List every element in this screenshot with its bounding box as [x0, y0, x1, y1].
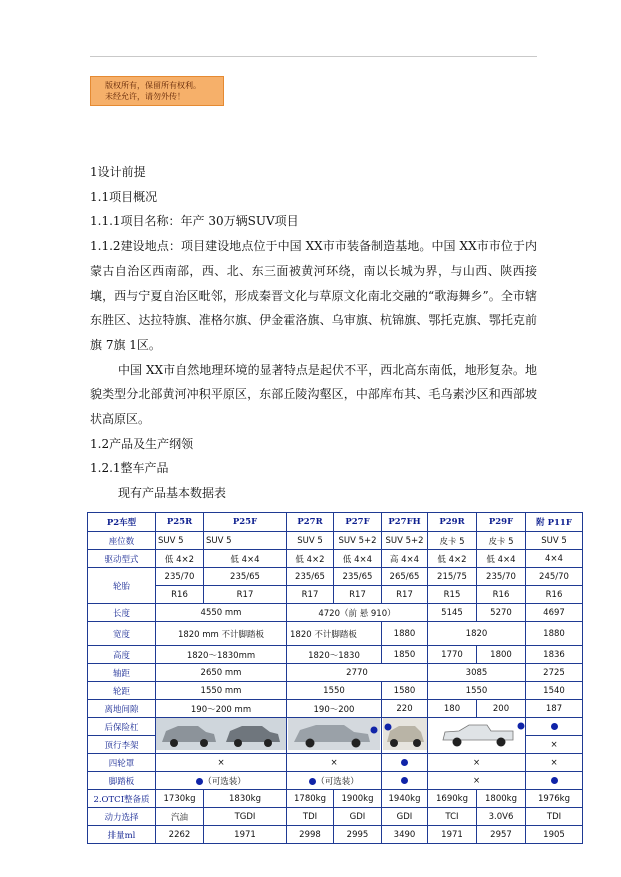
table-cell: 180 [428, 700, 477, 718]
suv-photo [288, 718, 380, 750]
header-cell: P29F [477, 513, 526, 532]
table-cell: 1900kg [334, 790, 382, 808]
vehicle-photo-cell [382, 718, 428, 754]
table-cell: 1850 [382, 646, 428, 664]
row-label: 动力选择 [88, 808, 156, 826]
table-cell: 皮卡 5 [477, 532, 526, 550]
table-cell: 1836 [526, 646, 583, 664]
table-cell: 1971 [428, 826, 477, 844]
table-cell: 1940kg [382, 790, 428, 808]
row-label: 离地间隙 [88, 700, 156, 718]
table-cell: 1971 [204, 826, 287, 844]
copyright-notice-stamp [90, 76, 224, 106]
table-cell: 2998 [287, 826, 334, 844]
table-cell [526, 772, 583, 790]
standard-dot-icon [401, 759, 408, 766]
table-cell: 1690kg [428, 790, 477, 808]
notice-line-2: 未经允许，请勿外传！ [105, 92, 185, 101]
table-cell: 265/65 [382, 568, 428, 586]
table-cell: SUV 5 [526, 532, 583, 550]
step-row [88, 772, 583, 790]
table-cell: 1976kg [526, 790, 583, 808]
header-cell: P27F [334, 513, 382, 532]
header-cell: P25F [204, 513, 287, 532]
table-cell: GDI [382, 808, 428, 826]
table-cell: 1770 [428, 646, 477, 664]
table-cell: R17 [287, 586, 334, 604]
table-caption: 现有产品基本数据表 [118, 486, 227, 501]
rear-bar-dot-cell [526, 718, 583, 736]
header-rule [90, 56, 537, 57]
table-cell: R16 [477, 586, 526, 604]
table-cell: 1830kg [204, 790, 287, 808]
table-cell: 低 4×2 [156, 550, 204, 568]
vehicle-photo-cell [156, 718, 287, 754]
standard-dot-icon [551, 723, 558, 730]
rim-row [88, 586, 583, 604]
table-cell: × [526, 754, 583, 772]
section-heading-1: 1设计前提 [90, 165, 146, 179]
table-cell: 235/65 [204, 568, 287, 586]
row-label: 顶行李架 [88, 736, 156, 754]
row-label: 座位数 [88, 532, 156, 550]
standard-dot-icon [401, 777, 408, 784]
header-cell: P27R [287, 513, 334, 532]
table-cell: 低 4×2 [287, 550, 334, 568]
table-cell: 低 4×4 [204, 550, 287, 568]
table-cell: 1730kg [156, 790, 204, 808]
table-cell: 1905 [526, 826, 583, 844]
table-cell: 汽油 [156, 808, 204, 826]
table-cell: 187 [526, 700, 583, 718]
table-cell: 皮卡 5 [428, 532, 477, 550]
table-cell: SUV 5 [156, 532, 204, 550]
table-cell: 1820 [428, 622, 526, 646]
row-label: 长度 [88, 604, 156, 622]
row-label: 高度 [88, 646, 156, 664]
table-cell: R17 [204, 586, 287, 604]
row-label: 驱动型式 [88, 550, 156, 568]
table-cell: SUV 5+2 [382, 532, 428, 550]
row-label: 四轮罩 [88, 754, 156, 772]
table-cell: 220 [382, 700, 428, 718]
section-heading-1-1: 1.1项目概况 [90, 189, 158, 204]
table-cell: 4×4 [526, 550, 583, 568]
table-cell: R17 [382, 586, 428, 604]
table-cell [382, 754, 428, 772]
vehicle-photo-cell [287, 718, 382, 754]
product-spec-table [87, 512, 583, 844]
table-cell: × [156, 754, 287, 772]
wheelbase-row [88, 664, 583, 682]
table-cell: 4550 mm [156, 604, 287, 622]
table-cell: 低 4×4 [334, 550, 382, 568]
vehicle-photo-cell [428, 718, 526, 754]
table-cell: 4720（前 悬 910） [287, 604, 428, 622]
table-cell: TCI [428, 808, 477, 826]
table-cell: 1800 [477, 646, 526, 664]
header-cell: P2车型 [88, 513, 156, 532]
table-cell: 1550 [428, 682, 526, 700]
table-cell: 1880 [526, 622, 583, 646]
table-cell: 低 4×2 [428, 550, 477, 568]
document-body [90, 160, 537, 506]
table-cell: 1580 [382, 682, 428, 700]
row-label: 后保险杠 [88, 718, 156, 736]
length-row [88, 604, 583, 622]
table-cell: 235/70 [477, 568, 526, 586]
table-cell: 4697 [526, 604, 583, 622]
table-cell: 1880 [382, 622, 428, 646]
geography-paragraph: 中国 XX市自然地理环境的显著特点是起伏不平，西北高东南低，地形复杂。地貌类型分北部黄河冲积平原区，东部丘陵沟壑区，中部库布其、毛乌素沙区和西部坡状高原区。 [90, 362, 537, 427]
table-cell: 1550 mm [156, 682, 287, 700]
table-cell: SUV 5+2 [334, 532, 382, 550]
weight-row [88, 790, 583, 808]
table-cell: 5270 [477, 604, 526, 622]
row-label: 轮距 [88, 682, 156, 700]
row-label: 宽度 [88, 622, 156, 646]
notice-line-1: 版权所有，保留所有权利。 [105, 81, 201, 90]
suv-front-photo [383, 718, 427, 750]
table-cell: × [428, 754, 526, 772]
row-label: 脚踏板 [88, 772, 156, 790]
header-cell: P27FH [382, 513, 428, 532]
row-label: 2.OTCI整备质 [88, 790, 156, 808]
clearance-row [88, 700, 583, 718]
table-cell: TDI [287, 808, 334, 826]
section-heading-1-2-1: 1.2.1整车产品 [90, 461, 169, 476]
table-cell: 2262 [156, 826, 204, 844]
project-name: 1.1.1项目名称：年产 30万辆SUV项目 [90, 214, 299, 229]
power-row [88, 808, 583, 826]
table-cell: 低 4×4 [477, 550, 526, 568]
table-cell: TGDI [204, 808, 287, 826]
optional-note: （可选装） [316, 776, 359, 787]
table-cell: 190～200 mm [156, 700, 287, 718]
table-cell: 1820 不计脚踏板 [287, 622, 382, 646]
table-cell: 高 4×4 [382, 550, 428, 568]
table-cell: 1800kg [477, 790, 526, 808]
table-cell [382, 772, 428, 790]
track-row [88, 682, 583, 700]
table-cell: 2725 [526, 664, 583, 682]
standard-dot-icon [551, 777, 558, 784]
table-cell: 235/65 [287, 568, 334, 586]
table-cell: 1820 mm 不计脚踏板 [156, 622, 287, 646]
table-cell: 1780kg [287, 790, 334, 808]
table-cell: GDI [334, 808, 382, 826]
table-cell [287, 772, 382, 790]
table-cell: TDI [526, 808, 583, 826]
drive-row [88, 550, 583, 568]
table-cell: 1820～1830 [287, 646, 382, 664]
table-header-row [88, 513, 583, 532]
rear-bar-row [88, 718, 583, 736]
header-cell: P25R [156, 513, 204, 532]
table-cell: 190～200 [287, 700, 382, 718]
table-cell: 245/70 [526, 568, 583, 586]
table-cell: 3490 [382, 826, 428, 844]
table-cell: 235/65 [334, 568, 382, 586]
table-cell: R16 [526, 586, 583, 604]
table-cell: 215/75 [428, 568, 477, 586]
location-paragraph: 1.1.2建设地点：项目建设地点位于中国 XX市市装备制造基地。中国 XX市市位于内蒙古自治区西南部，西、北、东三面被黄河环绕，南以长城为界，与山西、陕西接壤，西与宁夏自治区毗邻，形成秦晋文化与草原文化南北交融的“歌海舞乡”。全市辖东胜区、达拉特旗、准格尔旗、伊金霍洛旗、乌审旗、杭锦旗、鄂托克旗、鄂托克前旗 7旗 1区。 [90, 239, 537, 352]
tire-size-row [88, 568, 583, 586]
table-cell: 2650 mm [156, 664, 287, 682]
pickup-photo [429, 718, 525, 750]
displacement-row [88, 826, 583, 844]
table-cell: 5145 [428, 604, 477, 622]
spare-row [88, 754, 583, 772]
table-cell: × [526, 736, 583, 754]
row-label: 轴距 [88, 664, 156, 682]
table-cell: × [428, 772, 526, 790]
table-cell: 235/70 [156, 568, 204, 586]
table-cell: 3.0V6 [477, 808, 526, 826]
table-cell [156, 772, 287, 790]
table-cell: 200 [477, 700, 526, 718]
table-cell: 2770 [287, 664, 428, 682]
table-cell: 1820～1830mm [156, 646, 287, 664]
table-cell: 2957 [477, 826, 526, 844]
seats-row [88, 532, 583, 550]
section-heading-1-2: 1.2产品及生产纲领 [90, 436, 194, 451]
height-row [88, 646, 583, 664]
table-cell: R16 [156, 586, 204, 604]
table-cell: × [287, 754, 382, 772]
header-cell: 附 P11F [526, 513, 583, 532]
row-label: 轮胎 [88, 568, 156, 604]
table-cell: SUV 5 [204, 532, 287, 550]
width-row [88, 622, 583, 646]
table-cell: R15 [428, 586, 477, 604]
header-cell: P29R [428, 513, 477, 532]
table-cell: 1550 [287, 682, 382, 700]
row-label: 排量ml [88, 826, 156, 844]
table-cell: 1540 [526, 682, 583, 700]
table-cell: 3085 [428, 664, 526, 682]
table-cell: SUV 5 [287, 532, 334, 550]
optional-note: （可选装） [203, 776, 246, 787]
table-cell: 2995 [334, 826, 382, 844]
suv-photo-pair [156, 718, 286, 750]
table-cell: R17 [334, 586, 382, 604]
